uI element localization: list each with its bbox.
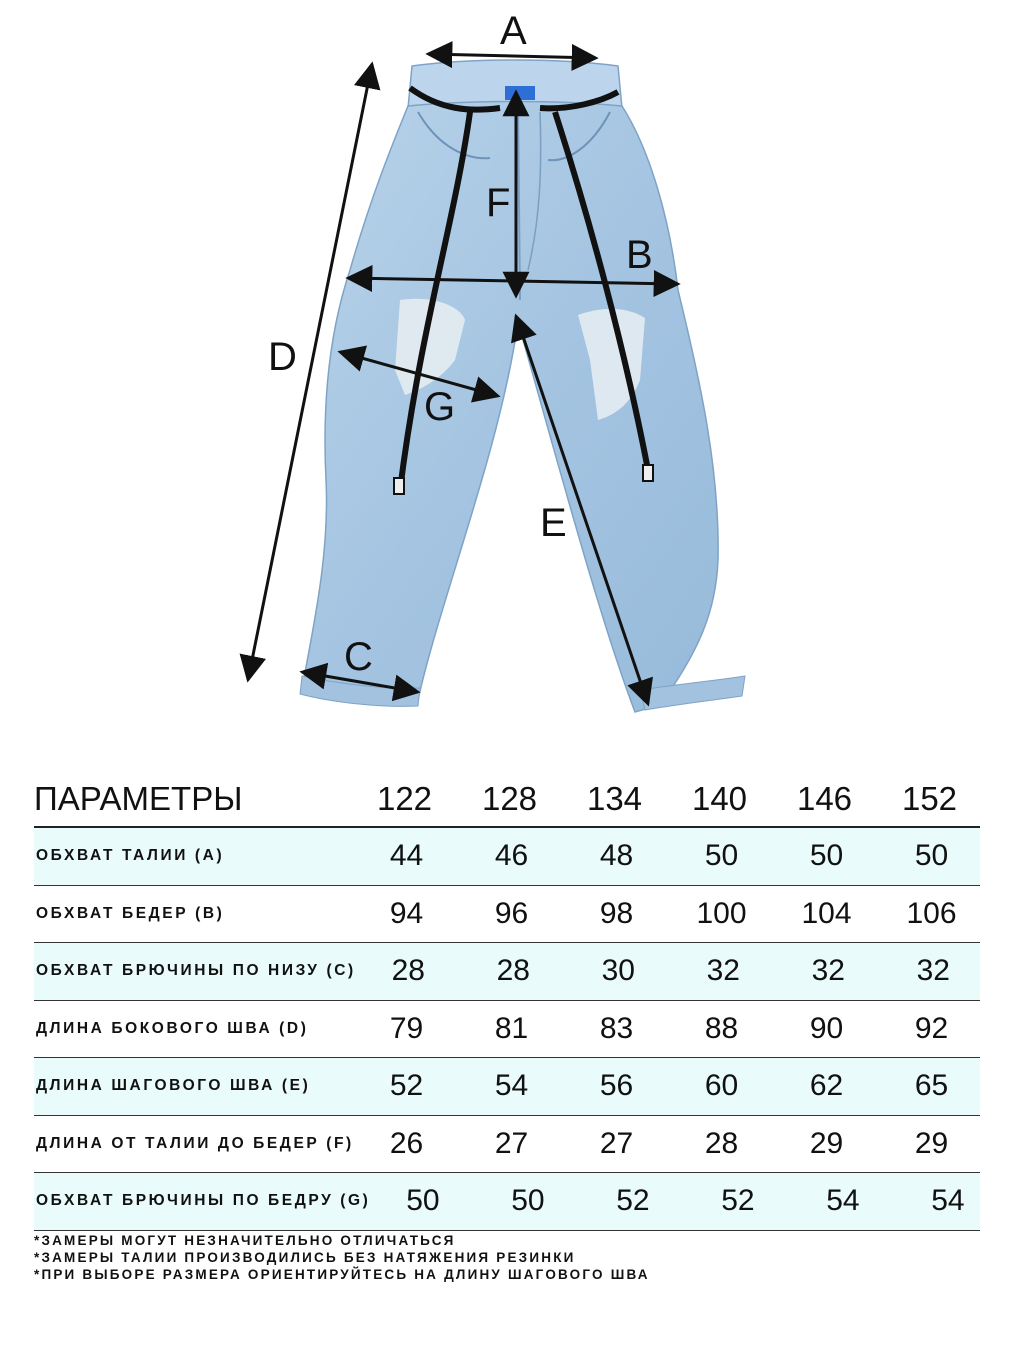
table-cell: 28 (391, 954, 425, 988)
table-cell: 104 (801, 896, 852, 930)
table-cell: 50 (914, 839, 949, 873)
size-header: 140 (691, 780, 748, 817)
jeans-illustration (300, 60, 745, 712)
size-header: 152 (901, 780, 958, 817)
table-cell: 62 (809, 1069, 844, 1103)
table-cell: 56 (599, 1069, 634, 1103)
table-header-row (34, 772, 980, 828)
table-cell: 46 (494, 839, 529, 873)
table-title: ПАРАМЕТРЫ (34, 780, 243, 817)
size-header: 146 (796, 780, 853, 817)
table-row (34, 1173, 980, 1231)
table-cell: 30 (601, 954, 635, 988)
table-cell: 32 (706, 954, 740, 988)
brand-tag (505, 86, 535, 100)
table-row (34, 943, 980, 1001)
table-cell: 29 (914, 1126, 949, 1160)
table-cell: 50 (406, 1184, 440, 1218)
table-cell: 27 (599, 1126, 634, 1160)
row-label: ДЛИНА ОТ ТАЛИИ ДО БЕДЕР (F) (36, 1134, 354, 1152)
table-cell: 60 (704, 1069, 739, 1103)
footnote: *ПРИ ВЫБОРЕ РАЗМЕРА ОРИЕНТИРУЙТЕСЬ НА ДЛИНУ ШАГОВОГО ШВА (34, 1267, 650, 1282)
table-row (34, 1116, 980, 1174)
table-cell: 28 (496, 954, 530, 988)
size-table (34, 772, 980, 1231)
row-label: ОБХВАТ БРЮЧИНЫ ПО БЕДРУ (G) (36, 1192, 371, 1210)
table-cell: 65 (914, 1069, 949, 1103)
table-cell: 81 (494, 1011, 529, 1045)
table-cell: 94 (389, 896, 424, 930)
table-cell: 29 (809, 1126, 844, 1160)
label-a: A (500, 9, 527, 53)
table-cell: 27 (494, 1126, 529, 1160)
label-b: B (626, 233, 653, 277)
table-cell: 92 (914, 1011, 949, 1045)
row-label: ОБХВАТ БЕДЕР (B) (36, 904, 225, 922)
table-cell: 54 (494, 1069, 529, 1103)
table-cell: 50 (809, 839, 844, 873)
label-e: E (540, 501, 567, 545)
label-d: D (268, 335, 297, 379)
table-row (34, 1001, 980, 1059)
table-body (34, 828, 980, 1231)
table-cell: 52 (616, 1184, 650, 1218)
row-label: ДЛИНА ШАГОВОГО ШВА (E) (36, 1077, 311, 1095)
table-row (34, 828, 980, 886)
table-cell: 54 (931, 1184, 965, 1218)
size-header: 128 (481, 780, 538, 817)
table-cell: 28 (704, 1126, 739, 1160)
table-cell: 83 (599, 1011, 634, 1045)
row-label: ДЛИНА БОКОВОГО ШВА (D) (36, 1019, 309, 1037)
table-cell: 52 (721, 1184, 755, 1218)
table-cell: 26 (389, 1126, 424, 1160)
row-label: ОБХВАТ БРЮЧИНЫ ПО НИЗУ (C) (36, 962, 356, 980)
label-g: G (424, 385, 456, 429)
table-cell: 98 (599, 896, 634, 930)
table-cell: 48 (599, 839, 634, 873)
size-header: 134 (586, 780, 643, 817)
size-header: 122 (376, 780, 433, 817)
table-cell: 32 (811, 954, 845, 988)
footnotes (34, 1232, 650, 1283)
table-cell: 90 (809, 1011, 844, 1045)
table-cell: 96 (494, 896, 529, 930)
row-label: ОБХВАТ ТАЛИИ (A) (36, 847, 225, 865)
table-row (34, 1058, 980, 1116)
table-cell: 106 (906, 896, 957, 930)
footnote: *ЗАМЕРЫ ТАЛИИ ПРОИЗВОДИЛИСЬ БЕЗ НАТЯЖЕНИЯ РЕЗИНКИ (34, 1250, 576, 1265)
label-c: C (344, 635, 373, 679)
table-cell: 79 (389, 1011, 424, 1045)
table-cell: 44 (389, 839, 424, 873)
table-cell: 88 (704, 1011, 739, 1045)
footnote: *ЗАМЕРЫ МОГУТ НЕЗНАЧИТЕЛЬНО ОТЛИЧАТЬСЯ (34, 1233, 456, 1248)
table-cell: 32 (916, 954, 950, 988)
table-cell: 100 (696, 896, 747, 930)
label-f: F (486, 181, 511, 225)
table-row (34, 886, 980, 944)
arrow-a (428, 54, 596, 58)
table-cell: 50 (704, 839, 739, 873)
table-cell: 52 (389, 1069, 424, 1103)
table-cell: 54 (826, 1184, 860, 1218)
table-cell: 50 (511, 1184, 545, 1218)
